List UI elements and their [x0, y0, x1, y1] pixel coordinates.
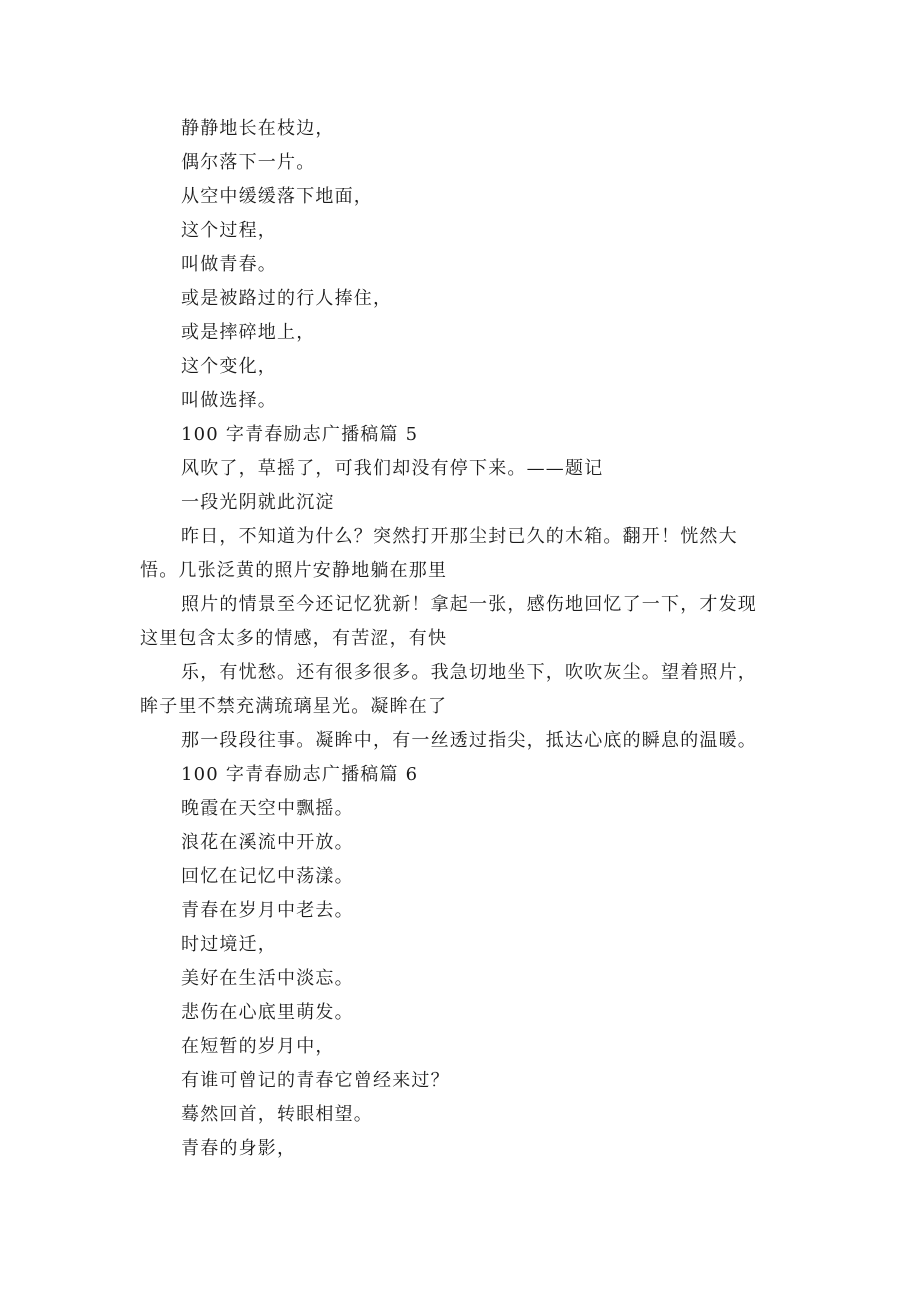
text-line: 浪花在溪流中开放。 [181, 832, 354, 853]
text-line: 回忆在记忆中荡漾。 [181, 866, 354, 887]
text-line: 青春的身影， [181, 1138, 297, 1159]
text-line: 时过境迁， [181, 934, 277, 955]
text-line: 风吹了，草摇了，可我们却没有停下来。——题记 [181, 458, 604, 479]
text-line: 或是被路过的行人捧住， [181, 288, 393, 309]
paragraph: 那一段段往事。凝眸中，有一丝透过指尖，抵达心底的瞬息的温暖。 [181, 730, 757, 751]
text-line: 悲伤在心底里萌发。 [181, 1002, 354, 1023]
text-line: 从空中缓缓落下地面， [181, 186, 373, 207]
text-line: 叫做选择。 [181, 390, 277, 411]
text-line: 有谁可曾记的青春它曾经来过？ [181, 1070, 450, 1091]
text-line: 一段光阴就此沉淀 [181, 492, 335, 513]
text-line: 在短暂的岁月中， [181, 1036, 335, 1057]
text-line: 这个过程， [181, 220, 277, 241]
text-line: 青春在岁月中老去。 [181, 900, 354, 921]
text-line: 静静地长在枝边， [181, 118, 335, 139]
paragraph: 昨日，不知道为什么？突然打开那尘封已久的木箱。翻开！恍然大悟。几张泛黄的照片安静地躺在那里 [140, 526, 738, 581]
text-line: 美好在生活中淡忘。 [181, 968, 354, 989]
text-line: 蓦然回首，转眼相望。 [181, 1104, 373, 1125]
paragraph: 乐，有忧愁。还有很多很多。我急切地坐下，吹吹灰尘。望着照片，眸子里不禁充满琉璃星光。凝眸在了 [140, 662, 757, 717]
document-body [140, 112, 768, 1166]
text-line: 这个变化， [181, 356, 277, 377]
text-line: 偶尔落下一片。 [181, 152, 316, 173]
text-line: 或是摔碎地上， [181, 322, 316, 343]
text-line: 叫做青春。 [181, 254, 277, 275]
text-line: 晚霞在天空中飘摇。 [181, 798, 354, 819]
section-heading: 100 字青春励志广播稿篇 6 [181, 764, 419, 785]
paragraph: 照片的情景至今还记忆犹新！拿起一张，感伤地回忆了一下，才发现这里包含太多的情感，有苦涩，有快 [140, 594, 757, 649]
section-heading: 100 字青春励志广播稿篇 5 [181, 424, 419, 445]
